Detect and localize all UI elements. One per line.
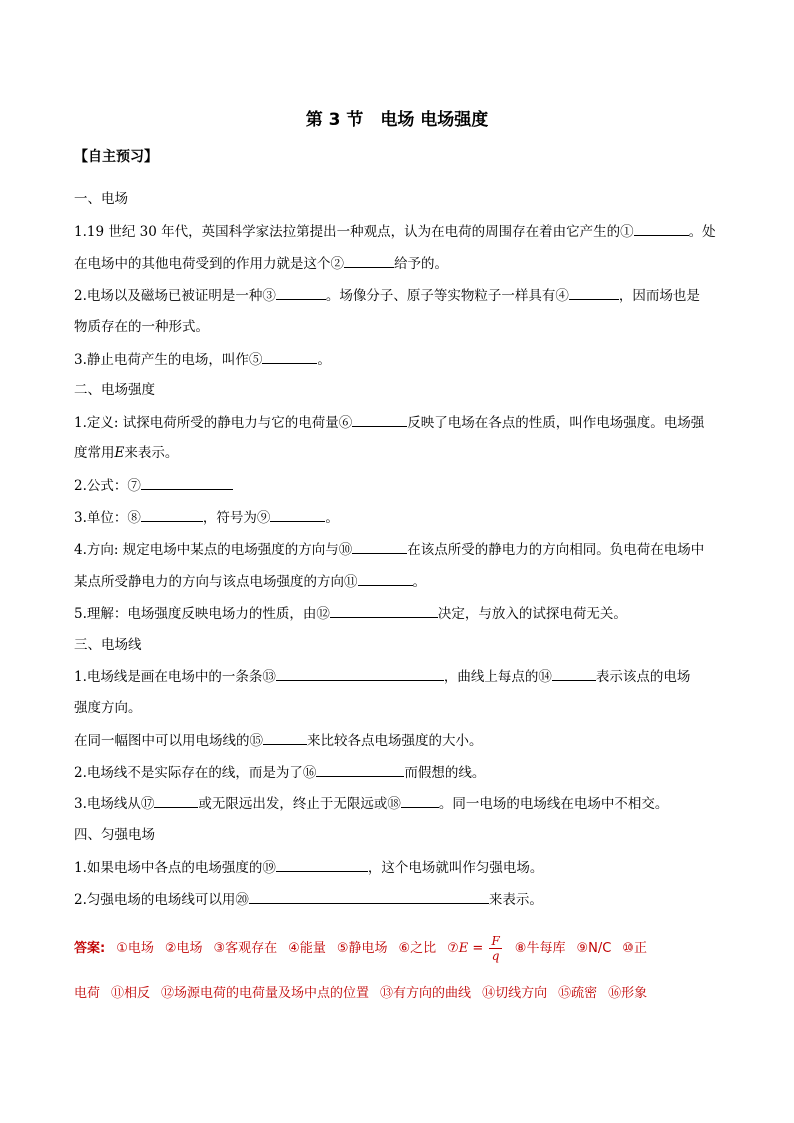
answer-item: ②电场 <box>164 941 203 956</box>
text: 2.公式：⑦ <box>74 478 141 494</box>
answer-item: ④能量 <box>288 941 326 956</box>
fraction-denominator: q <box>491 949 500 963</box>
section-heading: 【自主预习】 <box>74 149 158 165</box>
blank-6 <box>352 413 407 427</box>
answer-item: ⑫场源电荷的电荷量及场中点的位置 <box>161 986 370 1001</box>
answers-line-2 <box>74 985 658 1003</box>
blank-16 <box>316 763 404 777</box>
answer-item: ⑨N/C <box>576 941 612 956</box>
answer-item: ①电场 <box>116 941 154 956</box>
fraction <box>489 934 501 963</box>
paragraph-1a <box>74 222 716 241</box>
text: 。处 <box>688 224 716 240</box>
formula-equals: = <box>468 941 488 956</box>
uniform-line-2 <box>74 890 543 909</box>
text: 4.方向: 规定电场中某点的电场强度的方向与⑩ <box>74 542 353 558</box>
fraction-numerator: F <box>491 934 500 948</box>
heading-electric-field: 一、电场 <box>74 191 128 207</box>
text: 在电场中的其他电荷受到的作用力就是这个② <box>74 256 344 272</box>
answers-line-1 <box>74 934 658 963</box>
text: 表示该点的电场 <box>595 669 691 685</box>
answer-item: ⑥之比 <box>398 941 437 956</box>
blank-15 <box>263 731 307 745</box>
text: 在该点所受的静电力的方向相同。负电荷在电场中 <box>407 542 705 558</box>
text: 某点所受静电力的方向与该点电场强度的方向⑪ <box>74 574 358 590</box>
blank-19 <box>276 858 368 872</box>
text: 而假想的线。 <box>404 765 486 781</box>
answer-item: ⑤静电场 <box>336 941 388 956</box>
formula-lhs: E <box>458 941 469 956</box>
text: 1.19 世纪 30 年代，英国科学家法拉第提出一种观点，认为在电荷的周围存在着由它产生的① <box>74 224 634 240</box>
understanding-line <box>74 604 627 623</box>
text: 来比较各点电场强度的大小。 <box>307 733 483 749</box>
answer-item: ⑪相反 <box>111 986 151 1001</box>
heading-field-lines: 三、电场线 <box>74 637 142 653</box>
blank-13 <box>276 667 444 681</box>
blank-5 <box>262 350 317 364</box>
text: 。 <box>325 510 339 526</box>
text: 。场像分子、原子等实物粒子一样具有④ <box>325 288 569 304</box>
text: 度常用 <box>74 445 115 461</box>
direction-line-b <box>74 572 426 591</box>
answer-formula <box>447 934 504 963</box>
text: 2.电场以及磁场已被证明是一种③ <box>74 288 276 304</box>
text: 决定，与放入的试探电荷无关。 <box>437 606 627 622</box>
definition-line-a <box>74 413 704 432</box>
page-title: 第 3 节 电场 电场强度 <box>305 110 489 130</box>
text: 给予的。 <box>394 256 448 272</box>
answer-label: 答案: <box>74 941 106 956</box>
text: 5.理解：电场强度反映电场力的性质，由⑫ <box>74 606 330 622</box>
paragraph-2a <box>74 286 700 305</box>
text: 来表示。 <box>488 892 543 908</box>
blank-14 <box>552 667 596 681</box>
definition-line-b <box>74 444 178 462</box>
text: 反映了电场在各点的性质，叫作电场强度。电场强 <box>407 415 705 431</box>
heading-field-strength: 二、电场强度 <box>74 382 155 398</box>
paragraph-2b: 物质存在的一种形式。 <box>74 319 209 335</box>
text: 来表示。 <box>124 445 179 461</box>
direction-line-a <box>74 540 704 559</box>
text: 3.电场线从⑰ <box>74 796 155 812</box>
text: 3.静止电荷产生的电场，叫作⑤ <box>74 352 263 368</box>
text: 。同一电场的电场线在电场中不相交。 <box>438 796 669 812</box>
blank-3 <box>276 286 326 300</box>
answer-item: ⑯形象 <box>608 986 648 1001</box>
text: 。 <box>317 352 331 368</box>
text: ，这个电场就叫作匀强电场。 <box>367 860 544 876</box>
answer-item: 电荷 <box>74 986 101 1001</box>
answer-item: ⑩正 <box>622 941 647 956</box>
field-line-b: 强度方向。 <box>74 700 142 716</box>
unit-line <box>74 508 339 527</box>
paragraph-1b <box>74 254 448 273</box>
text: 在同一幅图中可以用电场线的⑮ <box>74 733 263 749</box>
blank-10 <box>352 540 407 554</box>
blank-12 <box>330 604 438 618</box>
blank-9 <box>270 508 325 522</box>
text: ，曲线上每点的⑭ <box>443 669 552 685</box>
field-line-2 <box>74 763 485 782</box>
blank-20 <box>249 890 489 904</box>
heading-uniform-field: 四、匀强电场 <box>74 827 155 843</box>
answer-item: ⑬有方向的曲线 <box>380 986 472 1001</box>
blank-11 <box>358 572 413 586</box>
text: 1.如果电场中各点的电场强度的⑲ <box>74 860 276 876</box>
answer-item: ⑧牛每库 <box>514 941 566 956</box>
text: 或无限远出发，终止于无限远或⑱ <box>198 796 401 812</box>
answer-item: ⑮疏密 <box>558 986 598 1001</box>
paragraph-3 <box>74 350 331 369</box>
text: ，因而场也是 <box>618 288 700 304</box>
text: 。 <box>412 574 426 590</box>
blank-4 <box>569 286 619 300</box>
formula-line <box>74 476 233 495</box>
text: ，符号为⑨ <box>202 510 271 526</box>
field-line-a <box>74 667 690 686</box>
field-line-3 <box>74 794 668 813</box>
answer-item: ③客观存在 <box>213 941 278 956</box>
text: 2.匀强电场的电场线可以用⑳ <box>74 892 249 908</box>
blank-2 <box>344 254 394 268</box>
uniform-line-1 <box>74 858 543 877</box>
field-line-c <box>74 731 483 750</box>
symbol-e: E <box>114 445 125 461</box>
blank-8 <box>141 508 203 522</box>
blank-18 <box>401 794 439 808</box>
blank-17 <box>154 794 198 808</box>
blank-1 <box>634 222 689 236</box>
answer-item: ⑭切线方向 <box>482 986 548 1001</box>
text: 2.电场线不是实际存在的线，而是为了⑯ <box>74 765 317 781</box>
text: 1.电场线是画在电场中的一条条⑬ <box>74 669 276 685</box>
text: 1.定义: 试探电荷所受的静电力与它的电荷量⑥ <box>74 415 353 431</box>
text: 3.单位：⑧ <box>74 510 141 526</box>
answer-7-number: ⑦ <box>447 941 459 956</box>
blank-7 <box>141 476 233 490</box>
